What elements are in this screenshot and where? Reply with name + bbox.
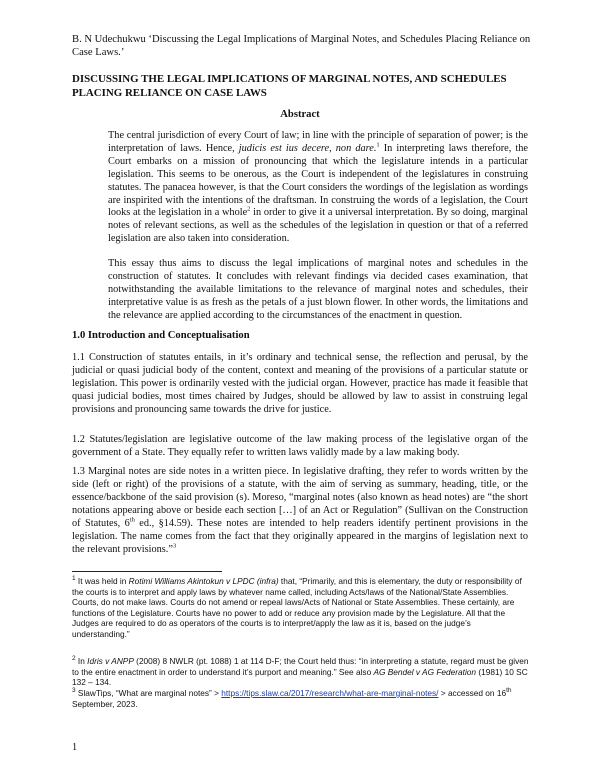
paragraph-1-1: 1.1 Construction of statutes entails, in it’s ordinary and technical sense, the reflection and perusal, by the judicial or quasi judicial body of the content, context and meaning of the provisions of a particular statute or legislation. This power is ordinarily vested with the judicial organ. However, practice has made it feasible that quasi judicial bodies, most times chaired by Judges, should be allowed by law to assist in construing legal provisions and pronouncing same towards the drive for justice. [72,352,528,415]
paper-title: DISCUSSING THE LEGAL IMPLICATIONS OF MARGINAL NOTES, AND SCHEDULES PLACING RELIANCE ON CASE LAWS [72,73,507,99]
footnote-separator [72,571,222,572]
footnote-ref-2[interactable]: 2 [247,206,251,214]
footnote-ref-1[interactable]: 1 [376,141,380,149]
paragraph-1-3: 1.3 Marginal notes are side notes in a written piece. In legislative drafting, they refer to words written by the side (left or right) of the provisions of a statute, with the aim of serving as summary, heading, title, or the essence/backbone of the said provision (s). Moreso, “marginal notes (also known as head notes) are “the short notations appearing above or beside each section […] of an Act or Regulation” (Sullivan on the Construction of Statutes, 6th ed., §14.59). These notes are intended to help readers identify pertinent provisions in the legislation. The name comes from the fact that they originally appeared in the margins of legislation next to the relevant provisions.”$^3$ [72,466,528,555]
running-header: B. N Udechukwu ‘Discussing the Legal Implications of Marginal Notes, and Schedules Placing Reliance on Case Laws.’ [72,34,531,58]
page-number: 1 [72,742,78,753]
footnote-2: $^2$ In Idris v ANPP (2008) 8 NWLR (pt. 1088) 1 at 114 D-F; the Court held thus: “in interpreting a statute, regard must be given to the entire enactment in order to understand it’s purport and meaning.” See also AG Bendel v AG Federation (1981) 10 SC 132 – 134. [72,655,529,688]
abstract-paragraph-1: The central jurisdiction of every Court of law; in line with the principle of separation of power; is the interpretation of laws. Hence, judicis est ius decere, non dare.$^1$ In interpreting laws therefore, the Court embarks on a mission of pronouncing that which the legislature intends in a particular legislation. This seems to be onerous, as the Court is independent of the legislatures in construing statutes. The panacea however, is that the Court considers the wordings of the legislation as wordings are inspirited with the intentions of the draftsman. In construing the words of a legislation, the Court looks at the legislation in a whole$^2$ in order to give it a universal interpretation. By so doing, marginal notes of relevant sections, as well as the schedules of the legislation in question or that of a referred legislation are also taken into consideration. [108,130,528,245]
footnote-3: $^3$ SlawTips, “What are marginal notes” > https://tips.slaw.ca/2017/research/what-are-marginal-notes/ > accessed on 16th September, 2023. [72,687,512,709]
latin-maxim: judicis est ius decere, non dare. [238,142,377,154]
footnote-ref-3[interactable]: 3 [172,542,177,550]
section-heading: 1.0 Introduction and Conceptualisation [72,330,250,341]
footnote-1: $^1$ It was held in Rotimi Williams Akintokun v LPDC (infra) that, “Primarily, and this is elementary, the duty or responsibility of the courts is to interpret and apply laws by whatever name called, including Acts/laws of the National/State Assemblies. Courts, do not make laws. Courts do not amend or repeal laws/Acts of National or State Assemblies. These certainly, are functions of the Legislature. Courts have no power to add or reduce any provision made by the Legislature. All that the Judges are required to do as operators of the courts is to interpret/apply the law as it is, based on the judge’s understanding.” [72,575,522,639]
abstract-heading: Abstract [280,109,320,120]
paragraph-1-2: 1.2 Statutes/legislation are legislative outcome of the law making process of the legislative organ of the government of a State. They equally refer to written laws validly made by a law making body. [72,434,528,458]
slaw-link[interactable]: https://tips.slaw.ca/2017/research/what-are-marginal-notes/ [221,688,439,698]
abstract-paragraph-2: This essay thus aims to discuss the legal implications of marginal notes and schedules in the construction of statutes. It concludes with relevant findings via decided cases examination, that notwithstanding the available limitations to the relevance of marginal notes and schedules, their interpretative value is as fresh as the petals of a just blown flower. In other words, the limitations and the relevance are applied according to the circumstances of the enactment in question. [108,258,528,321]
